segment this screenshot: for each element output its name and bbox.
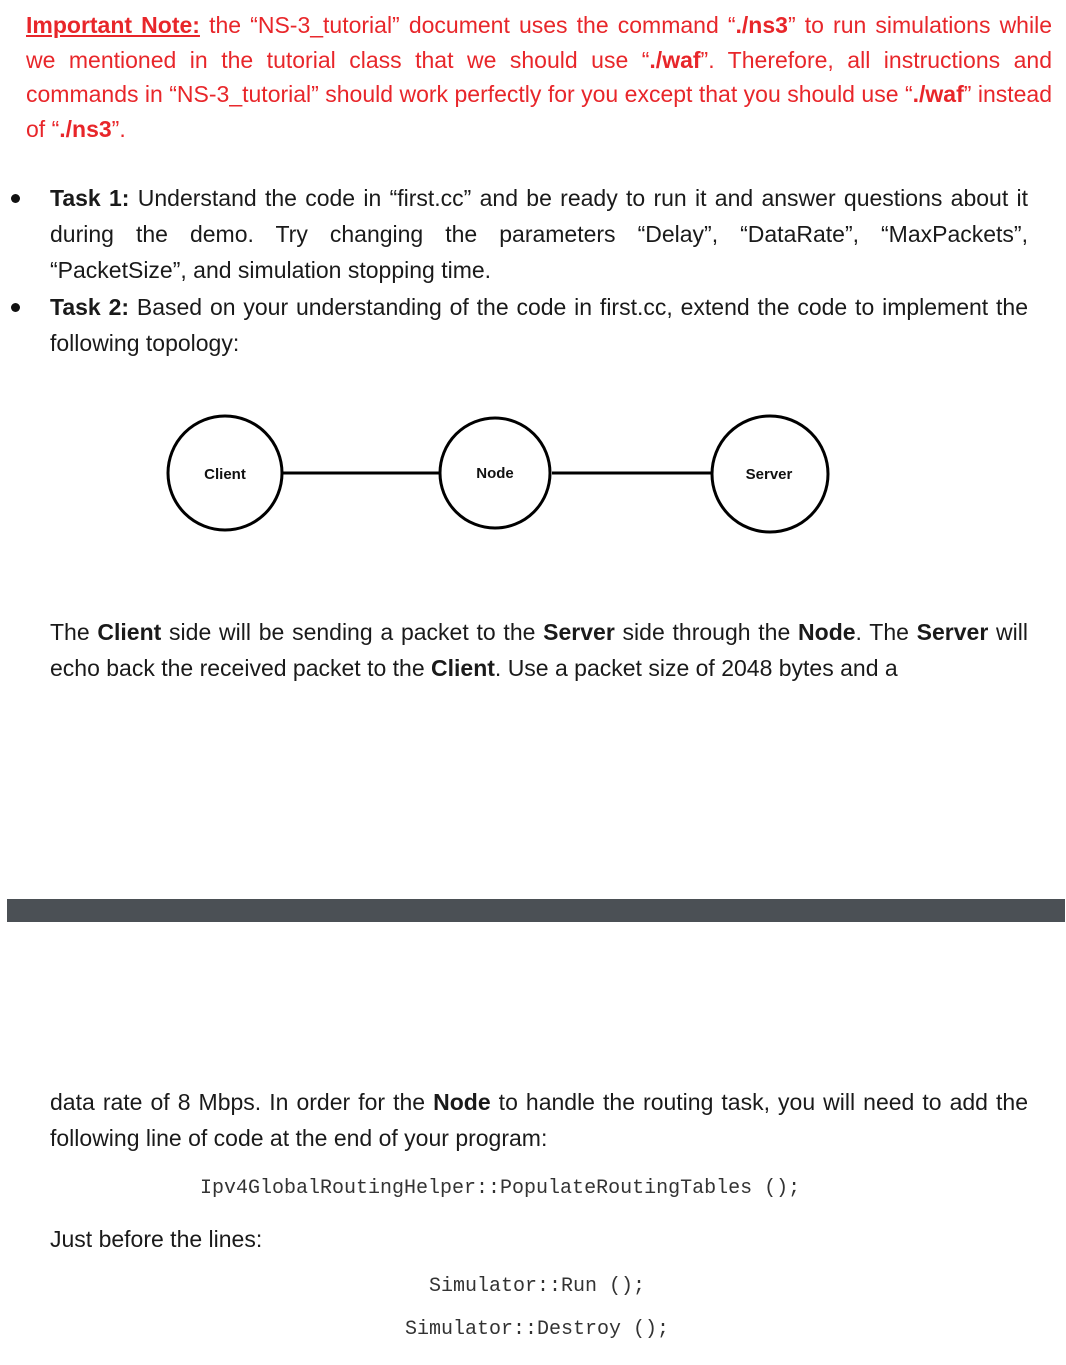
para2-text-1: data rate of 8 Mbps. In order for the — [50, 1089, 434, 1115]
code-simulator-run: Simulator::Run (); — [429, 1275, 646, 1298]
description-paragraph-1 — [50, 614, 1028, 686]
para1-server: Server — [543, 619, 615, 645]
para1-text-5: will echo back the received packet to the — [50, 619, 1028, 681]
para1-text-2: side will be sending a packet to the — [161, 619, 544, 645]
ns3-command-1: ./ns3 — [735, 12, 788, 38]
para1-text-1: The — [50, 619, 98, 645]
bullet-icon — [11, 194, 20, 203]
para1-client-2: Client — [431, 655, 495, 681]
description-paragraph-2 — [50, 1084, 1028, 1156]
para1-server-2: Server — [916, 619, 989, 645]
task-1 — [50, 180, 1028, 288]
important-note-text-3: ”. Therefore, all instructions and commands in “NS-3_tutorial” should work perfectly for you except that you should use “ — [26, 46, 1052, 107]
para1-node: Node — [798, 619, 856, 645]
task-1-text: Understand the code in “first.cc” and be ready to run it and answer questions about it during the demo. Try changing the parameters “Delay”, “DataRate”, “MaxPackets”, “PacketSize”, and simulation stopping time. — [50, 185, 1028, 283]
code-simulator-destroy: Simulator::Destroy (); — [405, 1318, 670, 1341]
para1-text-3: side through the — [614, 619, 799, 645]
node-label: Node — [476, 465, 514, 482]
important-note-text-1: the “NS-3_tutorial” document uses the command “ — [199, 12, 736, 38]
topology-diagram — [0, 410, 1066, 540]
important-note-text-2: ” to run simulations while we mentioned in the tutorial class that we should use “ — [26, 12, 1052, 73]
server-label: Server — [745, 466, 793, 483]
task-2-label: Task 2: — [50, 294, 130, 320]
important-note-text-5: ”. — [111, 115, 126, 142]
page-divider — [7, 899, 1065, 922]
just-before-text: Just before the lines: — [50, 1226, 263, 1252]
code-populate-routing: Ipv4GlobalRoutingHelper::PopulateRoutingTables (); — [200, 1177, 801, 1200]
task-2 — [50, 289, 1028, 361]
para2-node: Node — [433, 1089, 491, 1115]
important-note — [26, 8, 1052, 146]
important-note-text-4: ” instead of “ — [26, 81, 1053, 142]
waf-command-2: ./waf — [912, 81, 964, 107]
para1-text-4: . The — [855, 619, 917, 645]
client-label: Client — [204, 466, 246, 483]
para2-text-2: to handle the routing task, you will need to add the following line of code at the end of your program: — [50, 1089, 1028, 1151]
waf-command-1: ./waf — [649, 46, 701, 73]
para1-text-6: . Use a packet size of 2048 bytes and a — [494, 655, 898, 681]
ns3-command-2: ./ns3 — [59, 115, 112, 142]
task-2-text: Based on your understanding of the code in first.cc, extend the code to implement the following topology: — [50, 294, 1029, 356]
important-note-label: Important Note: — [26, 12, 200, 38]
task-1-label: Task 1: — [50, 185, 130, 211]
para1-client: Client — [97, 619, 162, 645]
bullet-icon — [11, 303, 20, 312]
